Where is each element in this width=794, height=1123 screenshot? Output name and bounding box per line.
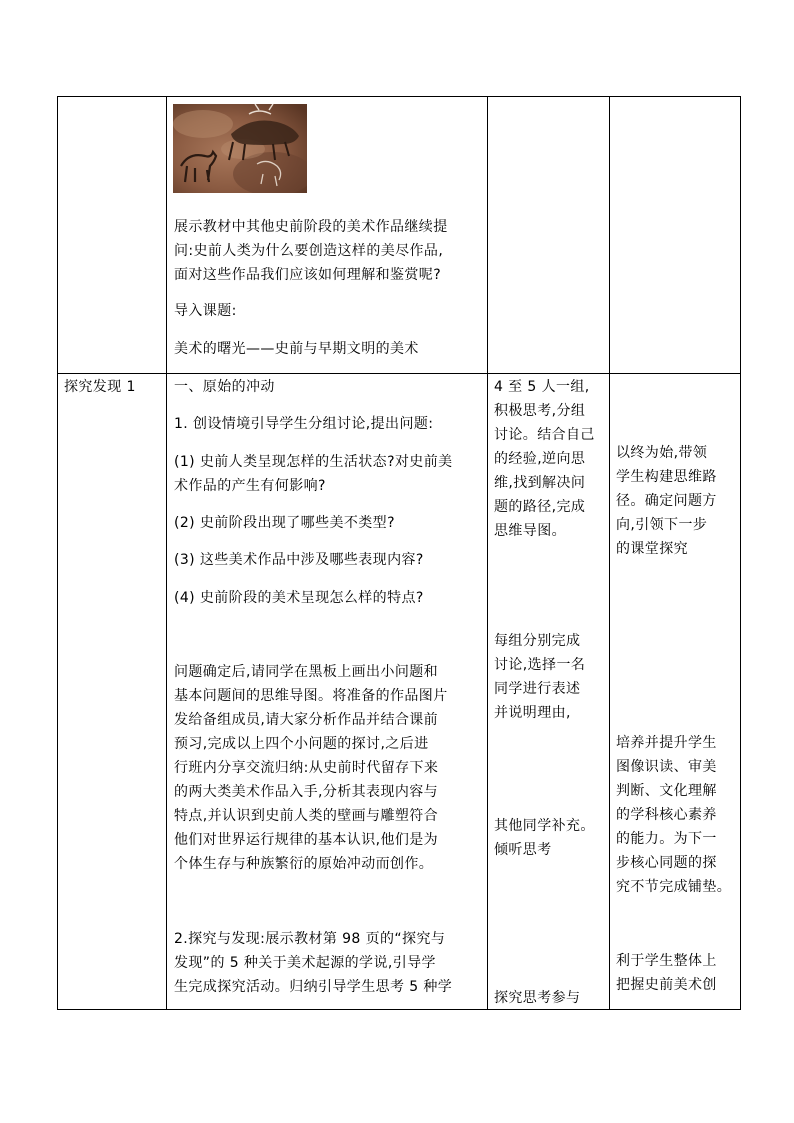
- cell-text-line: 导入课题:: [174, 303, 237, 319]
- cell-text-line: 特点,并认识到史前人类的壁画与雕塑符合: [174, 808, 439, 824]
- cell-text-line: 图像识读、审美: [616, 759, 717, 775]
- cell-text-line: 的两大类美术作品入手,分析其表现内容与: [174, 784, 439, 800]
- cell-text-line: 4 至 5 人一组,: [494, 379, 590, 395]
- cell-text-line: 思维导图。: [494, 523, 566, 539]
- column-divider: [166, 97, 167, 1009]
- cell-text-line: (1) 史前人类呈现怎样的生活状态?对史前美: [174, 454, 453, 470]
- cell-text-line: 讨论。结合自己: [494, 427, 595, 443]
- cell-text-line: 维,找到解决问: [494, 475, 586, 491]
- cell-text-line: 积极思考,分组: [494, 403, 586, 419]
- cell-text-line: 发给备组成员,请大家分析作品并结合课前: [174, 712, 439, 728]
- cell-text-line: 行班内分享交流归纳:从史前时代留存下来: [174, 760, 439, 776]
- cell-text-line: 究不节完成铺垫。: [616, 879, 732, 895]
- cell-text-line: 利于学生整体上: [616, 953, 717, 969]
- cell-text-line: 的学科核心素养: [616, 807, 717, 823]
- cell-text-line: 发现”的 5 种关于美术起源的学说,引导学: [174, 955, 436, 971]
- cell-text-line: 培养并提升学生: [616, 735, 717, 751]
- cell-text-line: 的课堂探究: [616, 541, 688, 557]
- cell-text-line: 2.探究与发现:展示教材第 98 页的“探究与: [174, 931, 446, 947]
- cell-text-line: 问题确定后,请同学在黑板上画出小问题和: [174, 664, 439, 680]
- cell-text-line: 1. 创设情境引导学生分组讨论,提出问题:: [174, 416, 434, 432]
- row-divider: [58, 373, 740, 374]
- cell-text-line: (3) 这些美术作品中涉及哪些表现内容?: [174, 552, 424, 568]
- cell-text-line: 倾听思考: [494, 842, 552, 858]
- cell-text-line: 面对这些作品我们应该如何理解和鉴赏呢?: [174, 267, 442, 283]
- cell-text-line: 个体生存与种族繁衍的原始冲动而创作。: [174, 856, 434, 872]
- cell-text-line: 美术的曙光——史前与早期文明的美术: [174, 341, 419, 357]
- cell-text-line: 题的路径,完成: [494, 499, 586, 515]
- cell-text-line: 的经验,逆向思: [494, 451, 586, 467]
- cell-text-line: 展示教材中其他史前阶段的美术作品继续提: [174, 219, 448, 235]
- cell-text-line: 基本问题间的思维导图。将准备的作品图片: [174, 688, 448, 704]
- cell-text-line: 学生构建思维路: [616, 469, 717, 485]
- cell-text-line: (2) 史前阶段出现了哪些美不类型?: [174, 515, 395, 531]
- cell-text-line: 讨论,选择一名: [494, 657, 586, 673]
- cell-text-line: 预习,完成以上四个小问题的探讨,之后进: [174, 736, 429, 752]
- lesson-plan-table: [57, 96, 741, 1010]
- cell-text-line: 径。确定问题方: [616, 493, 717, 509]
- cell-text-line: 的能力。为下一: [616, 831, 717, 847]
- column-divider: [487, 97, 488, 1009]
- cell-text-line: 一、原始的冲动: [174, 379, 275, 395]
- cell-text-line: 生完成探究活动。归纳引导学生思考 5 种学: [174, 979, 453, 995]
- cell-text-line: 问:史前人类为什么要创造这样的美尽作品,: [174, 243, 444, 259]
- cell-text-line: 探究思考参与: [494, 990, 581, 1006]
- cell-text-line: 他们对世界运行规律的基本认识,他们是为: [174, 832, 439, 848]
- column-divider: [609, 97, 610, 1009]
- cell-text-line: 以终为始,带领: [616, 445, 708, 461]
- cell-text-line: (4) 史前阶段的美术呈现怎么样的特点?: [174, 590, 424, 606]
- cell-text-line: 判断、文化理解: [616, 783, 717, 799]
- cell-text-line: 并说明理由,: [494, 705, 571, 721]
- cell-text-line: 同学进行表述: [494, 681, 581, 697]
- stage-label: 探究发现 1: [64, 379, 136, 395]
- cave-painting-image: [173, 104, 307, 193]
- cell-text-line: 步核心同题的探: [616, 855, 717, 871]
- cell-text-line: 每组分别完成: [494, 633, 581, 649]
- cell-text-line: 其他同学补充。: [494, 818, 595, 834]
- cell-text-line: 把握史前美术创: [616, 977, 717, 993]
- cell-text-line: 术作品的产生有何影响?: [174, 478, 326, 494]
- cell-text-line: 向,引领下一步: [616, 517, 708, 533]
